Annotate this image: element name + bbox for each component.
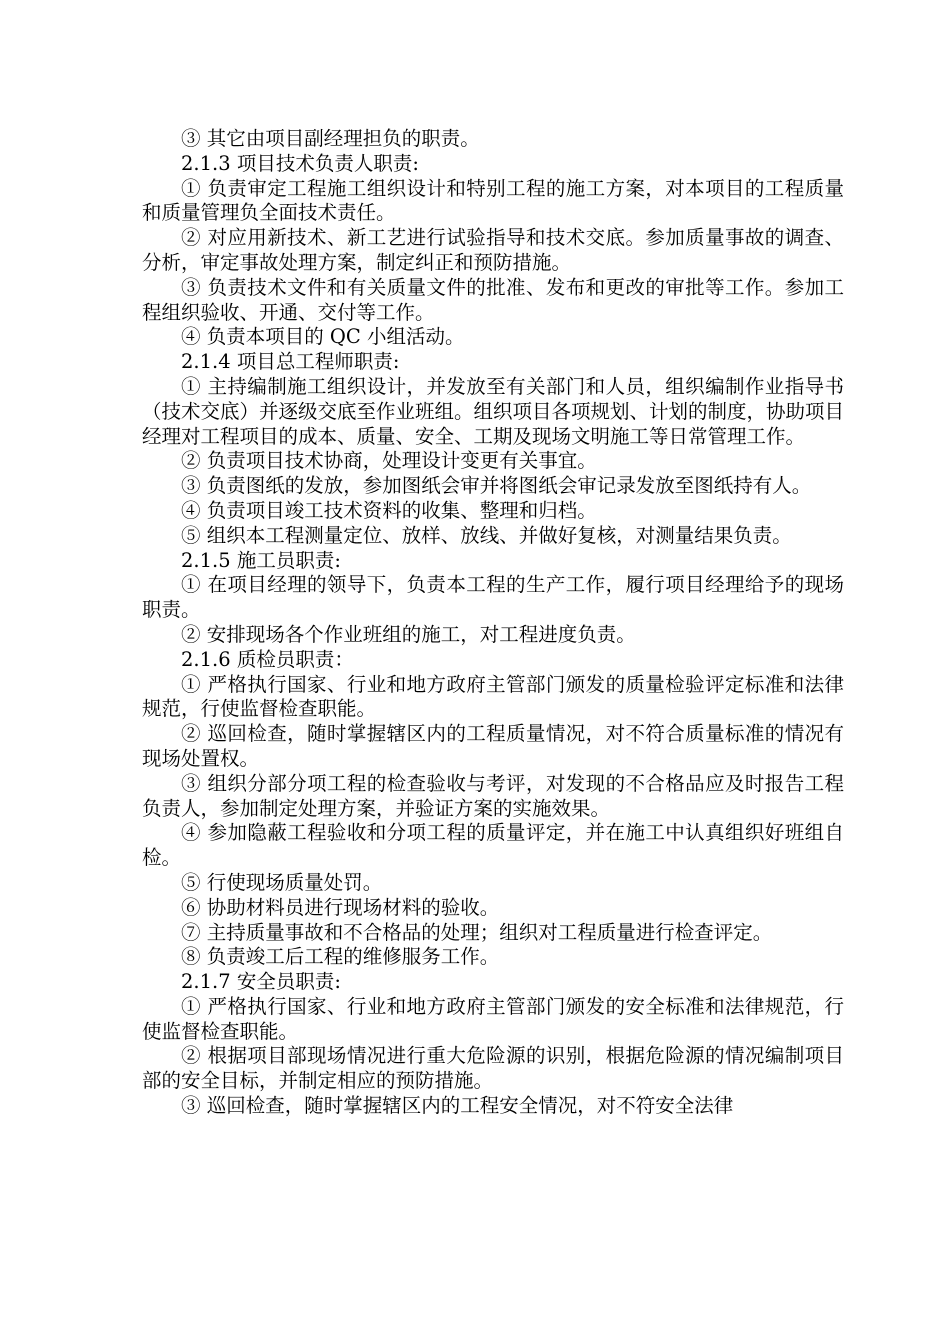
paragraph: ⑥ 协助材料员进行现场材料的验收。 — [181, 895, 500, 919]
paragraph: ② 安排现场各个作业班组的施工，对工程进度负责。 — [181, 622, 636, 646]
paragraph: ③ 其它由项目副经理担负的职责。 — [181, 127, 480, 150]
paragraph: ② 对应用新技术、新工艺进行试验指导和技术交底。参加质量事故的调查、分析，审定事故处理方案，制定纠正和预防措施。 — [142, 226, 844, 274]
paragraph: ⑤ 组织本工程测量定位、放样、放线、并做好复核，对测量结果负责。 — [181, 523, 792, 547]
section-heading-2-1-3: 2.1.3 项目技术负责人职责: — [181, 151, 419, 175]
paragraph: ⑤ 行使现场质量处罚。 — [181, 870, 383, 894]
paragraph: ④ 参加隐蔽工程验收和分项工程的质量评定，并在施工中认真组织好班组自检。 — [142, 821, 844, 870]
paragraph: ① 在项目经理的领导下，负责本工程的生产工作，履行项目经理给予的现场职责。 — [142, 573, 844, 622]
paragraph: ④ 负责本项目的 QC 小组活动。 — [181, 325, 465, 349]
paragraph: ② 巡回检查，随时掌握辖区内的工程质量情况，对不符合质量标准的情况有现场处置权。 — [142, 722, 844, 770]
paragraph: ④ 负责项目竣工技术资料的收集、整理和归档。 — [181, 498, 597, 522]
paragraph: ③ 负责技术文件和有关质量文件的批准、发布和更改的审批等工作。参加工程组织验收、开通、交付等工作。 — [142, 275, 844, 324]
paragraph: ③ 负责图纸的发放，参加图纸会审并将图纸会审记录发放至图纸持有人。 — [181, 474, 812, 498]
paragraph: ① 严格执行国家、行业和地方政府主管部门颁发的质量检验评定标准和法律规范，行使监督检查职能。 — [142, 672, 844, 721]
paragraph: ① 负责审定工程施工组织设计和特别工程的施工方案，对本项目的工程质量和质量管理负全面技术责任。 — [142, 176, 844, 225]
paragraph: ① 严格执行国家、行业和地方政府主管部门颁发的安全标准和法律规范，行使监督检查职能。 — [142, 994, 844, 1043]
document-body — [142, 127, 844, 1119]
paragraph: ⑦ 主持质量事故和不合格品的处理；组织对工程质量进行检查评定。 — [181, 920, 773, 944]
section-heading-2-1-5: 2.1.5 施工员职责: — [181, 548, 341, 572]
paragraph: ③ 组织分部分项工程的检查验收与考评，对发现的不合格品应及时报告工程负责人，参加制定处理方案，并验证方案的实施效果。 — [142, 771, 844, 820]
paragraph: ① 主持编制施工组织设计，并发放至有关部门和人员，组织编制作业指导书（技术交底）并逐级交底至作业班组。组织项目各项规划、计划的制度，协助项目经理对工程项目的成本、质量、安全、工期及现场文明施工等日常管理工作。 — [142, 374, 845, 448]
paragraph: ③ 巡回检查，随时掌握辖区内的工程安全情况，对不符安全法律 — [181, 1094, 734, 1118]
paragraph: ⑧ 负责竣工后工程的维修服务工作。 — [181, 945, 500, 969]
section-heading-2-1-4: 2.1.4 项目总工程师职责: — [181, 350, 400, 374]
section-heading-2-1-7: 2.1.7 安全员职责: — [181, 970, 341, 994]
section-heading-2-1-6: 2.1.6 质检员职责： — [181, 647, 354, 671]
paragraph: ② 负责项目技术协商，处理设计变更有关事宜。 — [181, 449, 597, 473]
paragraph: ② 根据项目部现场情况进行重大危险源的识别，根据危险源的情况编制项目部的安全目标，并制定相应的预防措施。 — [142, 1044, 844, 1093]
